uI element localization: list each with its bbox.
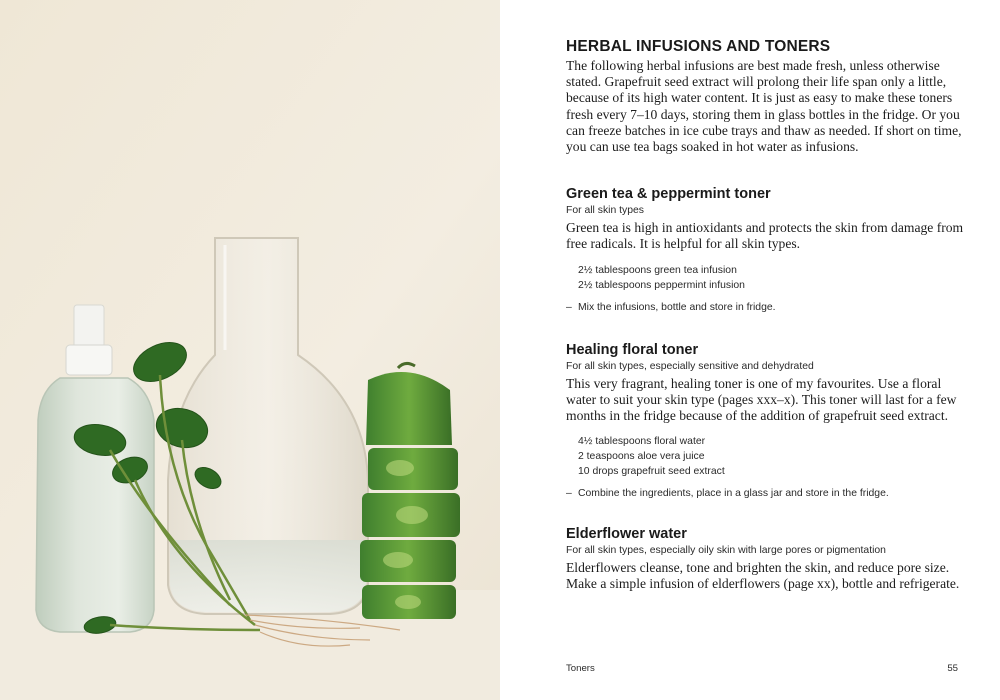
ingredient-item: 2½ tablespoons green tea infusion (578, 264, 737, 276)
method-dash: – (566, 488, 572, 500)
section-title: HERBAL INFUSIONS AND TONERS (566, 38, 831, 55)
running-footer-chapter: Toners (566, 663, 595, 674)
recipe-title: Healing floral toner (566, 341, 699, 358)
text-page (500, 0, 1000, 700)
ingredient-list (578, 434, 966, 479)
ingredient-item: 10 drops grapefruit seed extract (578, 466, 725, 478)
recipe-skin-type: For all skin types, especially sensitive and dehydrated (566, 360, 814, 372)
section-intro: The following herbal infusions are best made fresh, unless otherwise stated. Grapefruit seed extract will prolong their life span only a little, because of its high water content. It is just as easy to make these toners fresh every 7–10 days, storing them in glass bottles in the fridge. Or you can freeze batches in ice cube trays and thaw as needed. If short on time, you can use tea bags soaked in hot water as infusions. (566, 58, 962, 155)
recipe-title: Green tea & peppermint toner (566, 186, 771, 203)
recipe-method (566, 487, 966, 501)
recipe-title: Elderflower water (566, 526, 687, 543)
method-dash: – (566, 301, 572, 313)
method-text: Mix the infusions, bottle and store in fridge. (578, 301, 776, 313)
recipe-skin-type: For all skin types (566, 205, 644, 217)
recipe-healing-floral (566, 341, 966, 502)
recipe-green-tea-peppermint (566, 185, 966, 314)
recipe-description: Elderflowers cleanse, tone and brighten the skin, and reduce pore size. Make a simple infusion of elderflowers (page xx), bottle and refrigerate. (566, 560, 960, 592)
ingredient-item: 2½ tablespoons peppermint infusion (578, 279, 745, 291)
ingredient-list (578, 263, 966, 293)
page-content (566, 37, 966, 593)
page-number: 55 (947, 663, 958, 674)
recipe-skin-type: For all skin types, especially oily skin with large pores or pigmentation (566, 545, 886, 557)
method-text: Combine the ingredients, place in a glass jar and store in the fridge. (578, 488, 889, 500)
recipe-method (566, 301, 966, 315)
recipe-description: Green tea is high in antioxidants and protects the skin from damage from free radicals. It is helpful for all skin types. (566, 220, 964, 252)
recipe-description: This very fragrant, healing toner is one of my favourites. Use a floral water to suit your skin type (pages xxx–x). This toner will last for a few months in the fridge because of the addition of grapefruit seed extract. (566, 375, 957, 424)
ingredient-item: 2 teaspoons aloe vera juice (578, 451, 705, 463)
ingredient-item: 4½ tablespoons floral water (578, 436, 706, 448)
recipe-elderflower-water (566, 525, 966, 592)
